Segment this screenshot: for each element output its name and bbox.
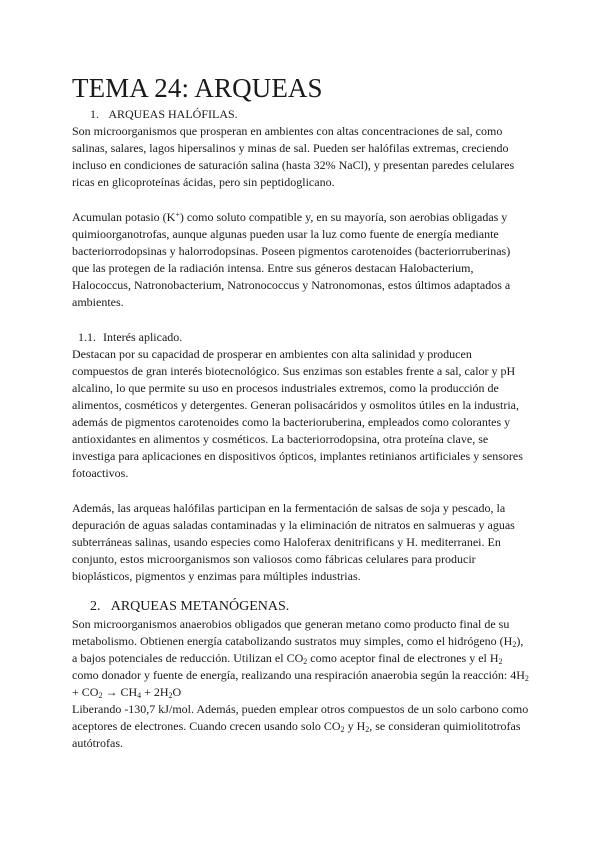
- page-title: TEMA 24: ARQUEAS: [72, 73, 323, 103]
- section-2-paragraph-2: Liberando -130,7 kJ/mol. Además, pueden emplear otros compuestos de un solo carbono como aceptores de electrones. Cuando crecen usando solo $CO_2$ y $H_2$, se consideran quimiolitotrofas autótrofas.: [72, 702, 529, 750]
- section-1-title: ARQUEAS HALÓFILAS.: [108, 107, 238, 121]
- section-1-number: 1.: [90, 107, 99, 121]
- subsection-1-1-paragraph-2: Además, las arqueas halófilas participan en la fermentación de salsas de soja y pescado, la depuración de aguas saladas contaminadas y la eliminación de nitratos en salmueras y aguas subterráneas salinas, usando especies como Haloferax denitrificans y H. mediterranei. En conjunto, estos microorganismos son valiosos como fábricas celulares para producir bioplásticos, pigmentos y enzimas para múltiples industrias.: [72, 501, 515, 583]
- document-page: [72, 72, 530, 752]
- subsection-1-1-title: Interés aplicado.: [103, 330, 183, 344]
- section-2-title: ARQUEAS METANÓGENAS.: [110, 599, 290, 614]
- section-1-heading: [90, 106, 530, 123]
- section-2-number: 2.: [90, 599, 101, 614]
- section-1-paragraph-1: Son microorganismos que prosperan en ambientes con altas concentraciones de sal, como salinas, salares, lagos hipersalinos y minas de sal. Pueden ser halófilas extremas, creciendo incluso en condiciones de saturación salina (hasta 32% NaCl), y presentan paredes celulares ricas en glicoproteínas ácidas, pero sin peptidoglicano.: [72, 124, 515, 189]
- section-1-paragraph-2: Acumulan potasio (K+) como soluto compatible y, en su mayoría, son aerobias obligadas y quimioorganotrofas, aunque algunas pueden usar la luz como fuente de energía mediante bacteriorrodopsinas y halorrodopsinas. Poseen pigmentos carotenoides (bacteriorruberinas) que las protegen de la radiación intensa. Entre sus géneros destacan Halobacterium, Halococcus, Natronobacterium, Natronococcus y Natronomonas, estos últimos adaptados a ambientes.: [72, 210, 511, 309]
- subsection-1-1-heading: [78, 329, 530, 346]
- section-2-paragraph-1: Son microorganismos anaerobios obligados que generan metano como producto final de su metabolismo. Obtienen energía catabolizando sustratos muy simples, como el hidrógeno $(H_2)$, a bajos potenciales de reducción. Utilizan el $CO_2$ como aceptor final de electrones y el $H_2$ como donador y fuente de energía, realizando una respiración anaerobia según la reacción: $4H_2 + CO_2 \to CH_4 + 2H_2O$: [72, 617, 529, 700]
- section-2-heading: [90, 597, 530, 616]
- subsection-1-1-paragraph-1: Destacan por su capacidad de prosperar en ambientes con alta salinidad y producen compuestos de gran interés biotecnológico. Sus enzimas son estables frente a sal, calor y pH alcalino, lo que permite su uso en procesos industriales extremos, como la producción de alimentos, cosméticos y detergentes. Generan polisacáridos y osmolitos útiles en la industria, además de pigmentos carotenoides como la bacterioruberina, empleados como colorantes y antioxidantes en alimentos y cosméticos. La bacteriorrodopsina, otra proteína clave, se investiga para aplicaciones en dispositivos ópticos, implantes retinianos artificiales y sensores fotoactivos.: [72, 347, 523, 480]
- subsection-1-1-number: 1.1.: [78, 330, 96, 344]
